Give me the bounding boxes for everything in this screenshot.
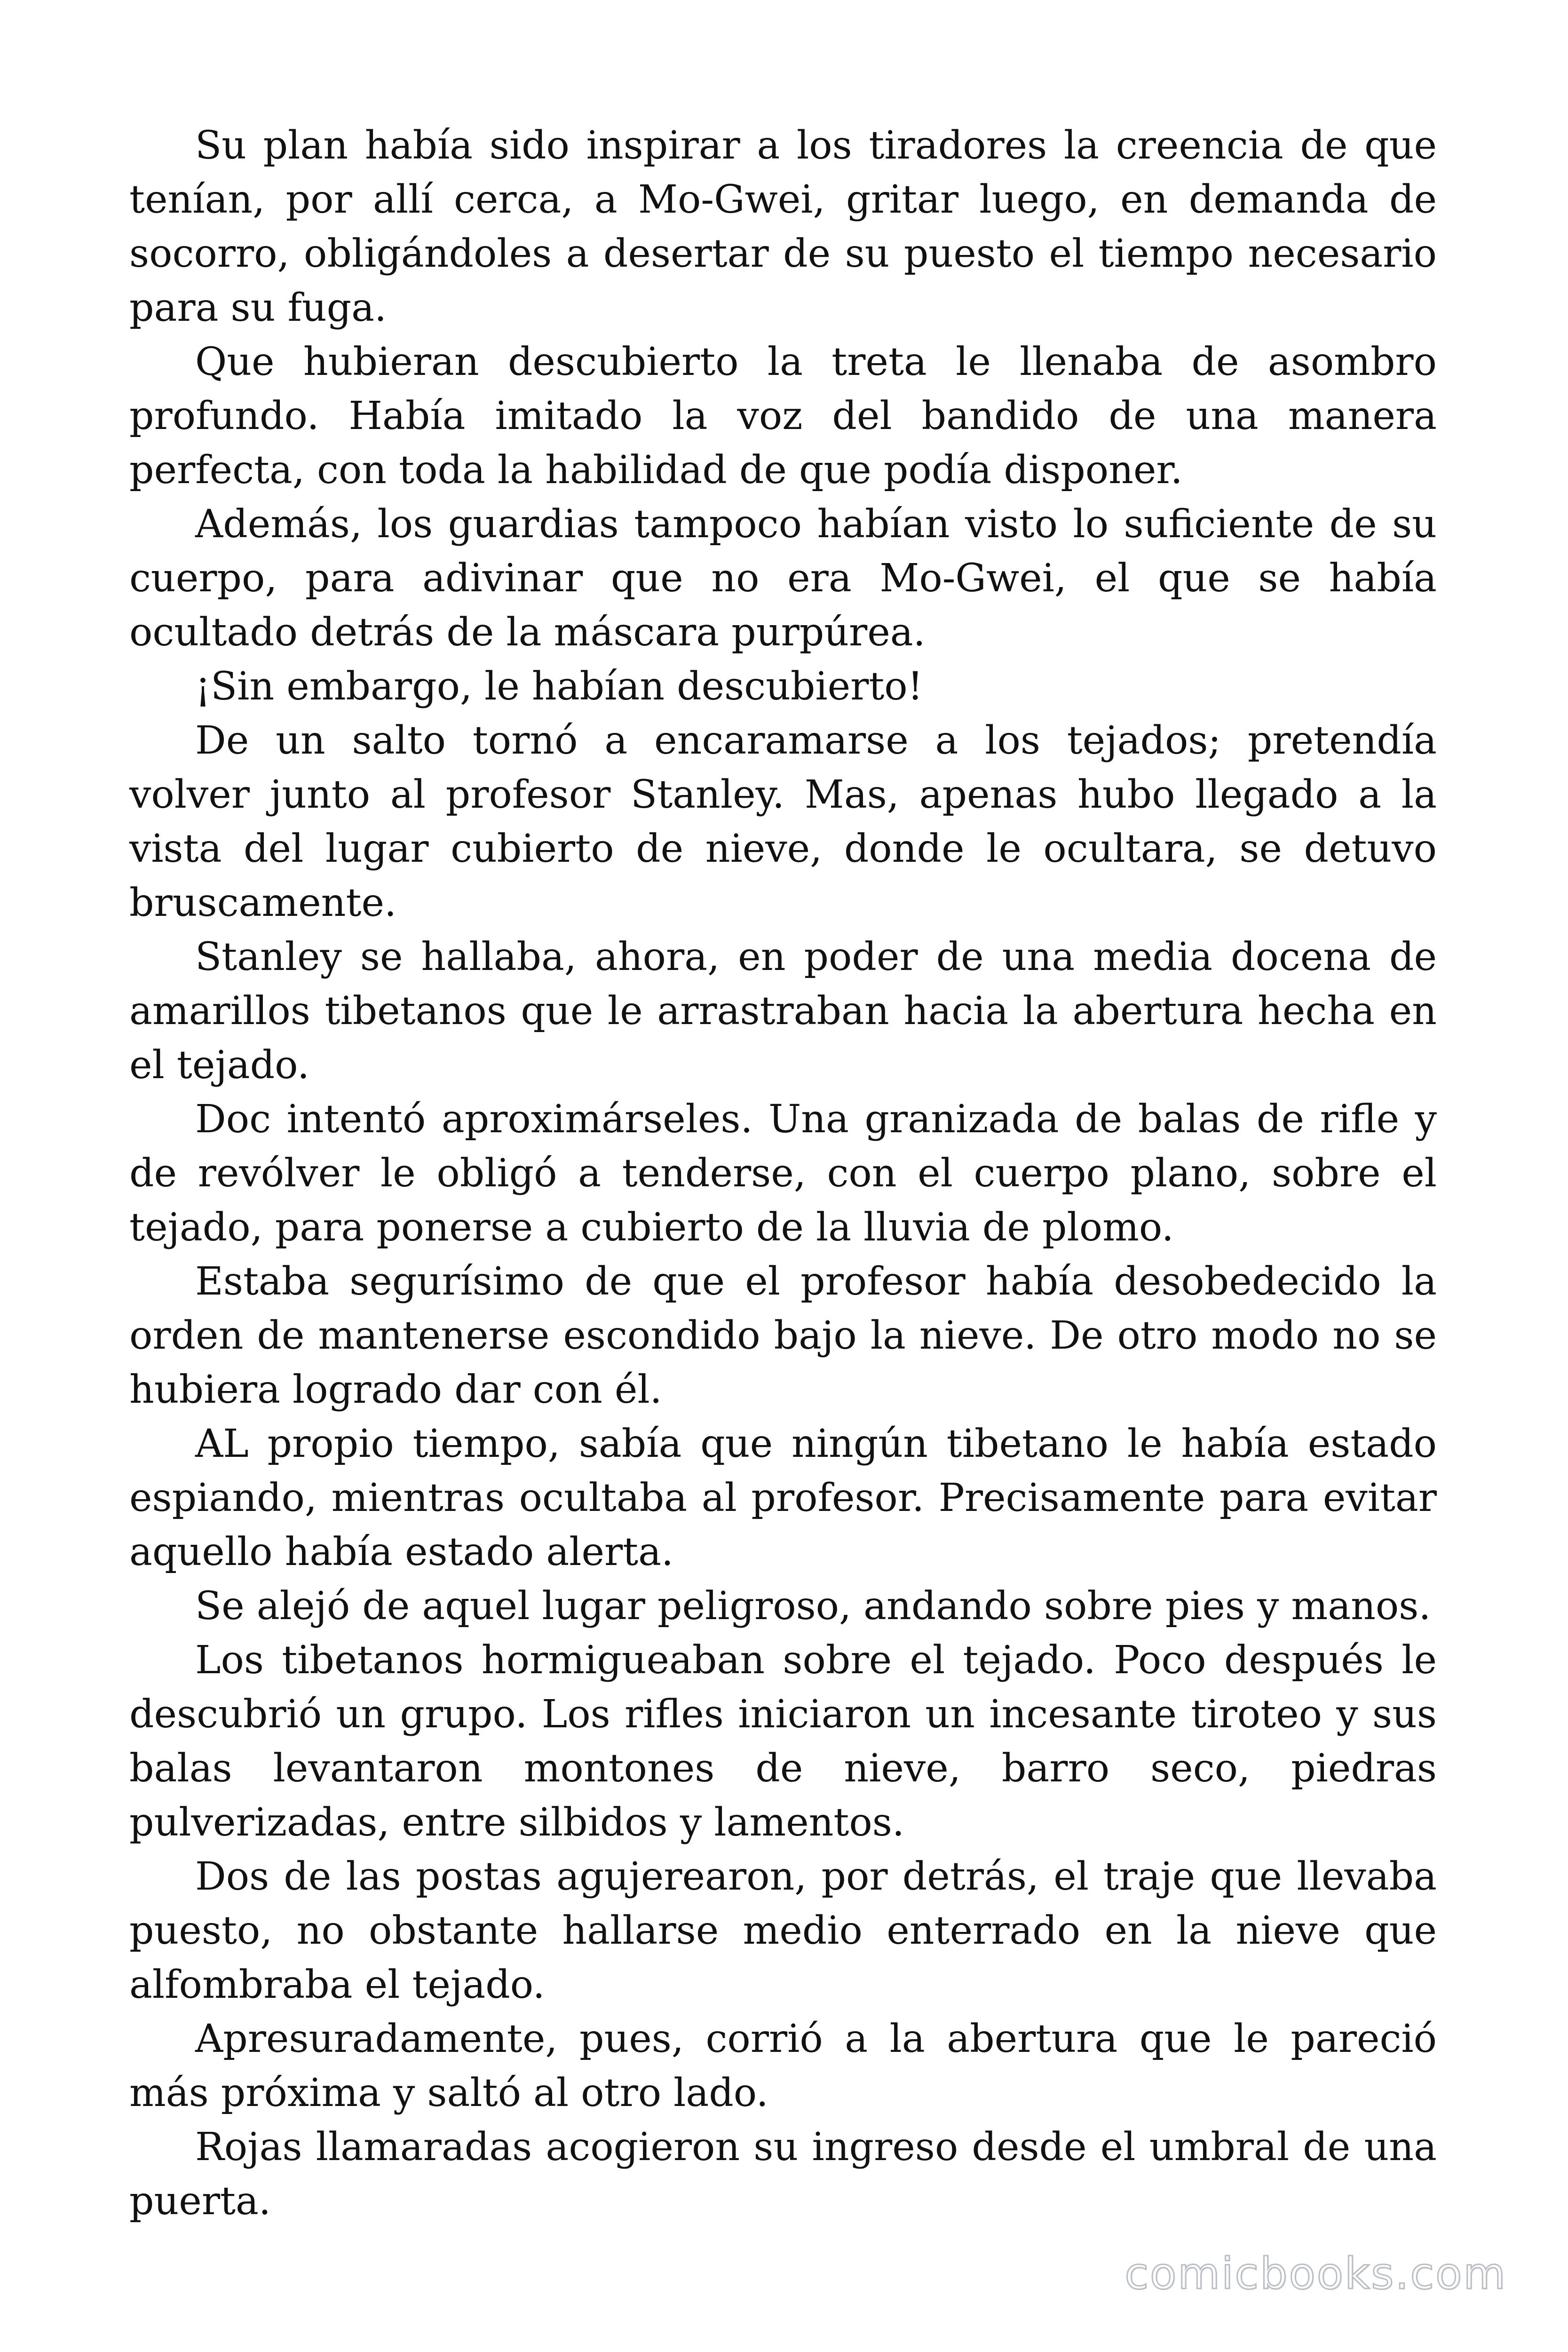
paragraph: Stanley se hallaba, ahora, en poder de una media docena de amarillos tibetanos que le arrastraban hacia la abertura hecha en el tejado. xyxy=(129,935,1437,1088)
paragraph: Su plan había sido inspirar a los tiradores la creencia de que tenían, por allí cerca, a Mo-Gwei, gritar luego, en demanda de socorro, obligándoles a desertar de su puesto el tiempo necesario para su fuga. xyxy=(129,123,1437,330)
paragraph: Además, los guardias tampoco habían visto lo suficiente de su cuerpo, para adivinar que no era Mo-Gwei, el que se había ocultado detrás de la máscara purpúrea. xyxy=(129,502,1437,655)
paragraph: Los tibetanos hormigueaban sobre el tejado. Poco después le descubrió un grupo. Los rifles iniciaron un incesante tiroteo y sus balas levantaron montones de nieve, barro seco, piedras pulverizadas, entre silbidos y lamentos. xyxy=(129,1638,1437,1845)
paragraph: AL propio tiempo, sabía que ningún tibetano le había estado espiando, mientras ocultaba al profesor. Precisamente para evitar aquello había estado alerta. xyxy=(129,1422,1437,1574)
paragraph: Rojas llamaradas acogieron su ingreso desde el umbral de una puerta. xyxy=(129,2125,1437,2224)
paragraph: Se alejó de aquel lugar peligroso, andando sobre pies y manos. xyxy=(195,1584,1431,1629)
paragraph: Estaba segurísimo de que el profesor había desobedecido la orden de mantenerse escondido bajo la nieve. De otro modo no se hubiera logrado dar con él. xyxy=(129,1259,1437,1412)
watermark-text: comicbooks.com xyxy=(1125,2249,1507,2299)
paragraph: Dos de las postas agujerearon, por detrás, el traje que llevaba puesto, no obstante hallarse medio enterrado en la nieve que alfombraba el tejado. xyxy=(129,1854,1437,2007)
paragraph: ¡Sin embargo, le habían descubierto! xyxy=(195,664,923,709)
paragraph: Que hubieran descubierto la treta le llenaba de asombro profundo. Había imitado la voz del bandido de una manera perfecta, con toda la habilidad de que podía disponer. xyxy=(129,340,1437,493)
paragraph: De un salto tornó a encaramarse a los tejados; pretendía volver junto al profesor Stanley. Mas, apenas hubo llegado a la vista del lugar cubierto de nieve, donde le ocultara, se detuvo bruscamente. xyxy=(129,718,1437,925)
paragraph: Apresuradamente, pues, corrió a la abertura que le pareció más próxima y saltó al otro lado. xyxy=(129,2017,1437,2115)
paragraph: Doc intentó aproximárseles. Una granizada de balas de rifle y de revólver le obligó a tenderse, con el cuerpo plano, sobre el tejado, para ponerse a cubierto de la lluvia de plomo. xyxy=(129,1097,1437,1250)
body-text xyxy=(129,119,1437,2228)
